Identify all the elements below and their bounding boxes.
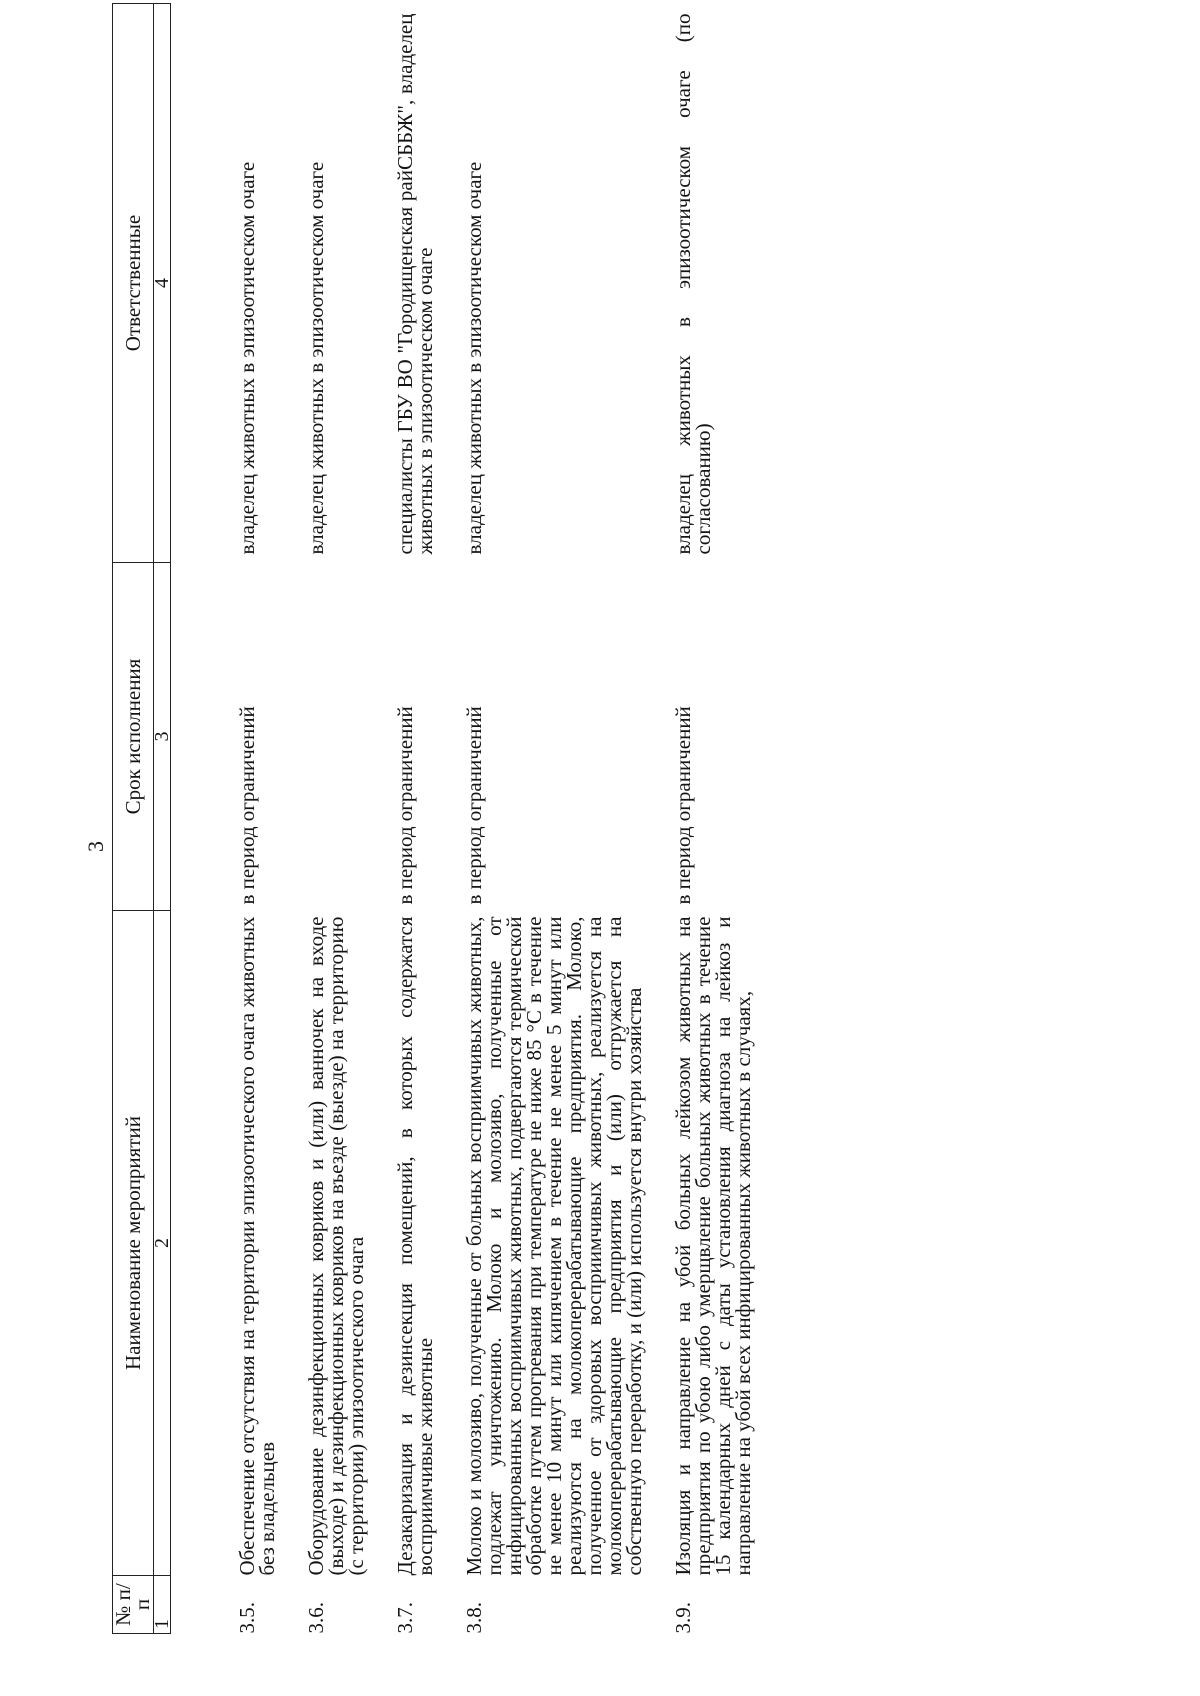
page-number: 3 bbox=[83, 841, 108, 852]
row-number: 3.5. bbox=[235, 1602, 259, 1634]
measure-text: Молоко и молозиво, полученные от больных восприимчивых животных, подлежат уничтожению. Молоко и молозиво, полученные от инфицированных восприимчивых животных, подвергаются термической обработке путем прогревания при температуре не ниже 85 °С в течение не менее 10 минут или кипячением в течение не менее 5 минут или реализуются на молокоперерабатывающие предприятия. Молоко, полученное от здоровых восприимчивых животных, реализуется на молокоперерабатывающие предприятия и (или) отгружается на собственную переработку, и (или) используется внутри хозяйства bbox=[462, 916, 646, 1576]
header-measures: Наименование мероприятий bbox=[113, 911, 154, 1576]
responsible-text: владелец животных в эпизоотическом очаге bbox=[235, 161, 259, 555]
header-number: № п/п bbox=[113, 1576, 154, 1634]
column-number-row bbox=[154, 4, 171, 1634]
deadline-text: в период ограничений bbox=[462, 706, 486, 905]
table-header-row bbox=[113, 4, 154, 1634]
responsible-text: специалисты ГБУ ВО "Городищенская райСББЖ", владелец животных в эпизоотическом очаге bbox=[393, 13, 437, 555]
measure-text: Обеспечение отсутствия на территории эпизоотического очага животных без владельцев bbox=[235, 916, 279, 1576]
table-row bbox=[306, 4, 366, 1634]
column-number: 4 bbox=[154, 4, 171, 563]
table-row bbox=[673, 4, 753, 1634]
measures-table bbox=[112, 3, 753, 1634]
responsible-text: владелец животных в эпизоотическом очаге bbox=[462, 161, 486, 555]
column-number: 1 bbox=[154, 1576, 171, 1634]
row-number: 3.9. bbox=[671, 1602, 695, 1634]
row-number: 3.7. bbox=[393, 1602, 417, 1634]
deadline-text: в период ограничений bbox=[671, 706, 695, 905]
row-number: 3.6. bbox=[304, 1602, 328, 1634]
column-number: 3 bbox=[154, 563, 171, 911]
table-row bbox=[395, 4, 435, 1634]
deadline-text: в период ограничений bbox=[235, 706, 259, 905]
header-deadline: Срок исполнения bbox=[113, 563, 154, 911]
responsible-text: владелец животных в эпизоотическом очаге (по согласованию) bbox=[671, 13, 715, 555]
header-responsible: Ответственные bbox=[113, 4, 154, 563]
measure-text: Изоляция и направление на убой больных лейкозом животных на предприятия по убою либо умерщвление больных животных в течение 15 календарных дней с даты установления диагноза на лейкоз и направление на убой всех инфицированных животных в случаях, bbox=[671, 916, 755, 1576]
deadline-text: в период ограничений bbox=[393, 706, 417, 905]
measure-text: Оборудование дезинфекционных ковриков и (или) ванночек на входе (выходе) и дезинфекционных ковриков на въезде (выезде) на территорию (с территории) эпизоотического очага bbox=[304, 916, 368, 1576]
measure-text: Дезакаризация и дезинсекция помещений, в которых содержатся восприимчивые животные bbox=[393, 916, 437, 1576]
table-row bbox=[237, 4, 277, 1634]
deadline-text bbox=[306, 563, 366, 911]
row-number: 3.8. bbox=[462, 1602, 486, 1634]
responsible-text: владелец животных в эпизоотическом очаге bbox=[304, 161, 328, 555]
table-row bbox=[464, 4, 644, 1634]
column-number: 2 bbox=[154, 911, 171, 1576]
